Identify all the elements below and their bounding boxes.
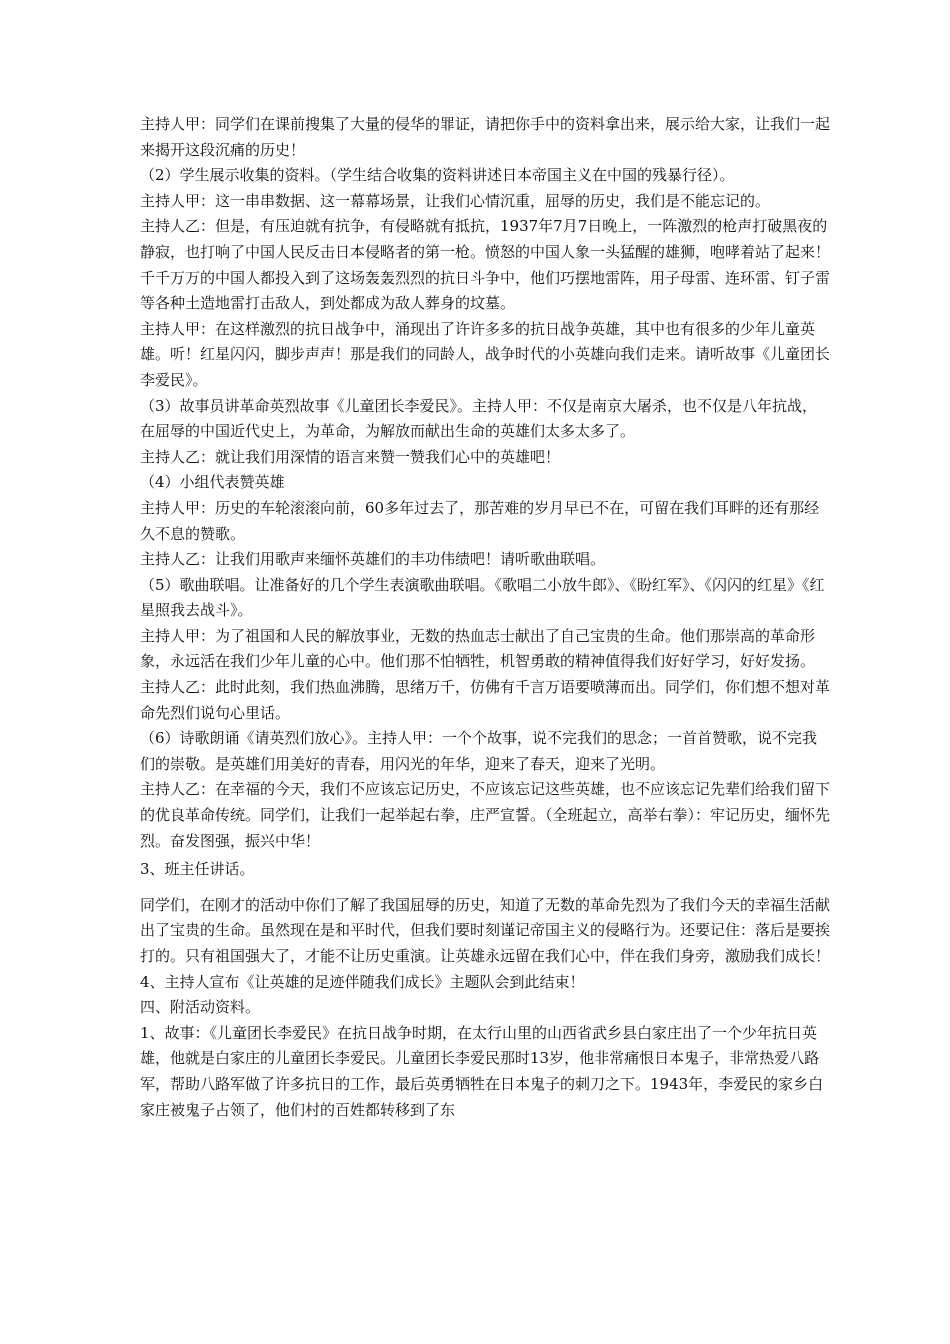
paragraph: 主持人甲：这一串串数据、这一幕幕场景，让我们心情沉重，屈辱的历史，我们是不能忘记的。 (140, 191, 771, 210)
paragraph: （6）诗歌朗诵《请英烈们放心》。主持人甲：一个个故事，说不完我们的思念；一首首赞歌，说不完我们的崇敬。是英雄们用美好的青春，用闪光的年华，迎来了春天，迎来了光明。 (140, 729, 818, 773)
document-page (140, 112, 830, 1123)
paragraph: 主持人乙：让我们用歌声来缅怀英雄们的丰功伟绩吧！请听歌曲联唱。 (140, 550, 606, 569)
paragraph: 同学们，在刚才的活动中你们了解了我国屈辱的历史，知道了无数的革命先烈为了我们今天的幸福生活献出了宝贵的生命。虽然现在是和平时代，但我们要时刻谨记帝国主义的侵略行为。还要记住：落后是要挨打的。只有祖国强大了，才能不让历史重演。让英雄永远留在我们心中，伴在我们身旁，激励我们成长！ (140, 895, 831, 965)
paragraph: （3）故事员讲革命英烈故事《儿童团长李爱民》。主持人甲：不仅是南京大屠杀，也不仅是八年抗战，在屈辱的中国近代史上，为革命，为解放而献出生命的英雄们太多太多了。 (140, 396, 818, 441)
paragraph: 主持人乙：就让我们用深情的语言来赞一赞我们心中的英雄吧！ (140, 447, 561, 466)
paragraph: （2）学生展示收集的资料。（学生结合收集的资料讲述日本帝国主义在中国的残暴行径）。 (140, 166, 735, 185)
paragraph: （5）歌曲联唱。让准备好的几个学生表演歌曲联唱。《歌唱二小放牛郎》、《盼红军》、《闪闪的红星》《红星照我去战斗》。 (140, 575, 825, 620)
section-heading: 4、主持人宣布《让英雄的足迹伴随我们成长》主题队会到此结束！ (140, 972, 585, 991)
paragraph: 主持人乙：在幸福的今天，我们不应该忘记历史，不应该忘记这些英雄，也不应该忘记先辈们给我们留下的优良革命传统。同学们，让我们一起举起右拳，庄严宣誓。（全班起立，高举右拳）：牢记历史，缅怀先烈。奋发图强，振兴中华！ (140, 780, 831, 850)
paragraph: 主持人甲：同学们在课前搜集了大量的侵华的罪证，请把你手中的资料拿出来，展示给大家，让我们一起来揭开这段沉痛的历史！ (140, 115, 831, 159)
paragraph: 1、故事：《儿童团长李爱民》在抗日战争时期，在太行山里的山西省武乡县白家庄出了一个少年抗日英雄，他就是白家庄的儿童团长李爱民。儿童团长李爱民那时13岁，他非常痛恨日本鬼子，非常热爱八路军，帮助八路军做了许多抗日的工作，最后英勇牺牲在日本鬼子的刺刀之下。1943年，李爱民的家乡白家庄被鬼子占领了，他们村的百姓都转移到了东 (140, 1023, 824, 1119)
paragraph: 主持人甲：在这样激烈的抗日战争中，涌现出了许许多多的抗日战争英雄，其中也有很多的少年儿童英雄。听！红星闪闪，脚步声声！那是我们的同龄人，战争时代的小英雄向我们走来。请听故事《儿童团长李爱民》。 (140, 319, 831, 389)
paragraph: 主持人乙：但是，有压迫就有抗争，有侵略就有抵抗，1937年7月7日晚上，一阵激烈的枪声打破黑夜的静寂，也打响了中国人民反击日本侵略者的第一枪。愤怒的中国人象一头猛醒的雄狮，咆哮着站了起来！千千万万的中国人都投入到了这场轰轰烈烈的抗日斗争中，他们巧摆地雷阵，用子母雷、连环雷、钉子雷等各种土造地雷打击敌人，到处都成为敌人葬身的坟墓。 (140, 217, 831, 313)
section-heading: 四、附活动资料。 (140, 998, 261, 1017)
paragraph: 主持人乙：此时此刻，我们热血沸腾，思绪万千，仿佛有千言万语要喷薄而出。同学们，你们想不想对革命先烈们说句心里话。 (140, 678, 831, 722)
paragraph: （4）小组代表赞英雄 (140, 473, 285, 492)
paragraph: 主持人甲：为了祖国和人民的解放事业，无数的热血志士献出了自己宝贵的生命。他们那崇高的革命形象，永远活在我们少年儿童的心中。他们那不怕牺牲，机智勇敢的精神值得我们好好学习，好好发扬。 (140, 626, 816, 671)
paragraph: 主持人甲：历史的车轮滚滚向前，60多年过去了，那苦难的岁月早已不在，可留在我们耳畔的还有那经久不息的赞歌。 (140, 498, 820, 543)
section-heading: 3、班主任讲话。 (140, 860, 255, 879)
